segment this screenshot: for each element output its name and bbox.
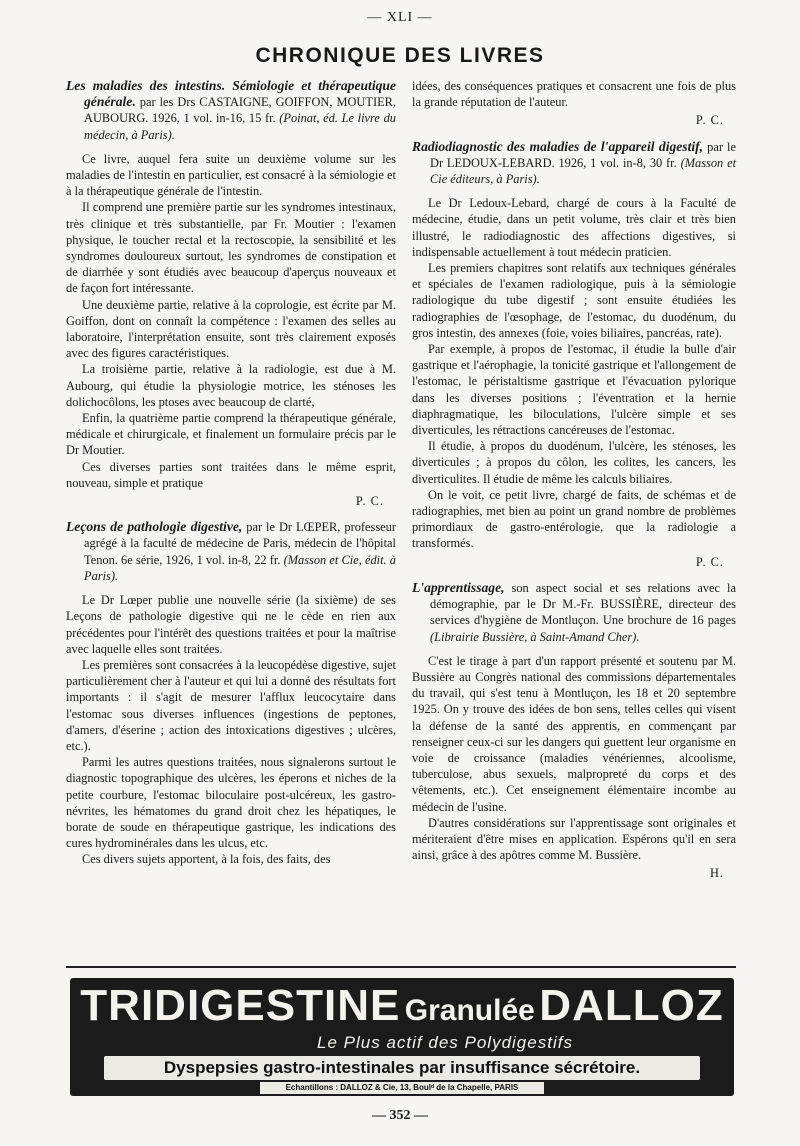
review-paragraph: Enfin, la quatrième partie comprend la thérapeutique générale, médicale et chirurgicale, et finalement un formulaire précis par le Dr Moutier.	[66, 411, 396, 458]
section-divider	[66, 966, 736, 968]
review-paragraph: La troisième partie, relative à la radiologie, est due à M. Aubourg, qui étudie la physiologie motrice, les sténoses les dolichocôlons, les ptoses avec beaucoup de clarté,	[66, 362, 396, 409]
review-continuation	[412, 78, 736, 129]
review-paragraph: Les premières sont consacrées à la leucopédèse digestive, sujet particulièrement cher à l'auteur et qui lui a donné des résultats fort importants : il s'agit de mesurer l'afflux leucocytaire dans l'estomac sous diverses influences (ingestions de peptones, d'amers, d'éserine ; action des intoxications digestives ; ulcères, etc.).	[66, 657, 396, 753]
ad-slogan: Le Plus actif des Polydigestifs	[317, 1033, 573, 1052]
section-title: CHRONIQUE DES LIVRES	[255, 44, 545, 67]
review-paragraph: Le Dr Lœper publie une nouvelle série (la sixième) de ses Leçons de pathologie digestive qui ne le cède en rien aux précédentes pour l'intérêt des questions traitées et pour la maîtrise avec laquelle elles sont traitées.	[66, 593, 396, 656]
left-column	[66, 78, 396, 878]
review-heading	[66, 519, 396, 584]
review-paragraph: Le Dr Ledoux-Lebard, chargé de cours à la Faculté de médecine, étudie, dans un petit volume, très clair et très bien illustré, le radiodiagnostic des affections digestives, si indispensable actuellement à tout médecin praticien.	[412, 196, 736, 259]
book-publisher: (Masson et Cie éditeurs, à Paris).	[430, 155, 737, 187]
review-paragraph: Une deuxième partie, relative à la coprologie, est écrite par M. Goiffon, dont on connaît la compétence : l'examen des selles au laboratoire, l'interprétation ensuite, sont très clairement exposés avec des figures caractéristiques.	[66, 297, 396, 361]
review-paragraph: Ce livre, auquel fera suite un deuxième volume sur les maladies de l'intestin en particulier, est consacré à la sémiologie et à la thérapeutique générale de l'intestin.	[66, 151, 396, 199]
review-paragraph: D'autres considérations sur l'apprentissage sont originales et mériteraient d'être mises en application. Espérons qu'il en sera ainsi, grâce à des apôtres comme M. Bussière.	[412, 815, 736, 863]
book-details: son aspect social et ses relations avec la démographie, par le Dr M.-Fr. BUSSIÈRE, directeur des services d'hygiène de Montluçon. Une brochure de 16 pages	[430, 580, 736, 628]
review-heading	[412, 139, 736, 188]
book-details: par le Dr LEDOUX-LEBARD. 1926, 1 vol. in-8, 30 fr.	[430, 139, 736, 170]
review-paragraph: On le voit, ce petit livre, chargé de faits, de schémas et de radiographies, met bien au point un grand nombre de problèmes primordiaux de gastro-entérologie, que la radiologie a transformés.	[412, 487, 736, 551]
review-heading	[412, 580, 736, 645]
advertisement-banner	[70, 978, 734, 1096]
review-signature: P. C.	[695, 113, 724, 128]
ad-tagline: Dyspepsies gastro-intestinales par insuffisance sécrétoire.	[104, 1056, 700, 1080]
review-heading	[66, 78, 396, 143]
review-pathologie-digestive	[66, 519, 396, 867]
book-details: par les Drs CASTAIGNE, GOIFFON, MOUTIER, AUBOURG. 1926, 1 vol. in-16, 15 fr.	[84, 95, 396, 126]
book-title: Radiodiagnostic des maladies de l'appareil digestif,	[412, 138, 704, 154]
book-publisher: (Librairie Bussière, à Saint-Amand Cher).	[430, 629, 640, 644]
folio: — XLI —	[367, 10, 433, 25]
page-number: — 352 —	[372, 1108, 428, 1123]
book-details: par le Dr LŒPER, professeur agrégé à la faculté de médecine de Paris, médecin de l'hôpital Tenon. 6e série, 1926, 1 vol. in-8, 22 fr.	[84, 520, 396, 567]
ad-brand-form: Granulée	[404, 994, 535, 1027]
book-title: Leçons de pathologie digestive,	[66, 519, 243, 535]
review-paragraph: Les premiers chapitres sont relatifs aux techniques générales et spéciales de l'examen radiologique, puis à la sémiologie radiologique du tube digestif ; sont ensuite étudiées les radiographies de l'œsophage, de l'estomac, du duodénum, du gros intestin, des annexes (foie, voies biliaires, pancréas, rate).	[412, 261, 736, 340]
book-title: Les maladies des intestins. Sémiologie et thérapeutique générale.	[66, 78, 396, 110]
review-paragraph: Par exemple, à propos de l'estomac, il étudie la bulle d'air gastrique et l'aérophagie, la tonicité gastrique et l'allongement de l'estomac, le péristaltisme gastrique et l'évacuation pylorique dans les diverses positions ; l'éventration et la hernie diaphragmatique, les biloculations, l'ulcère simple et ses diverticules, les rétractions cancéreuses de l'estomac.	[412, 342, 736, 438]
review-paragraph: C'est le tirage à part d'un rapport présenté et soutenu par M. Bussière au Congrès national des commissions départementales du travail, qui s'est tenu à Montluçon, les 18 et 20 septembre 1925. On y trouve des idées de bon sens, telles celles qui visent la défense de la santé des apprentis, en commençant par renseigner ceux-ci sur les dangers qui guettent leur organisme en voie de croissance (maladies vénériennes, alcoolisme, tuberculose, abus sexuels, malpropreté du corps et des vêtements, etc.). Cet enseignement élémentaire incombe au médecin de l'usine.	[412, 653, 736, 814]
book-publisher: (Poinat, éd. Le livre du médecin, à Paris).	[84, 111, 396, 142]
right-column	[412, 78, 736, 892]
review-paragraph: Ces divers sujets apportent, à la fois, des faits, des	[82, 852, 331, 867]
ad-brand-name: TRIDIGESTINE	[80, 981, 401, 1030]
review-paragraph: Parmi les autres questions traitées, nous signalerons surtout le diagnostic topographique des ulcères, les éperons et niches de la petite courbure, l'estomac biloculaire post-ulcéreux, les gastro-névrites, les hématomes du grand droit chez les hépatiques, le borate de soude en thérapeutique gastrique, les indications des cures hydrominérales dans les ulcus, etc.	[66, 755, 396, 851]
continuation-text: idées, des conséquences pratiques et consacrent une fois de plus la grande réputation de l'auteur.	[412, 79, 736, 110]
review-signature: P. C.	[355, 494, 384, 509]
ad-brand-maker: DALLOZ	[539, 981, 724, 1030]
review-apprentissage	[412, 580, 736, 882]
book-title: L'apprentissage,	[412, 579, 505, 595]
review-signature: P. C.	[695, 554, 724, 569]
review-paragraph: Ces diverses parties sont traitées dans le même esprit, nouveau, simple et pratique	[66, 459, 396, 490]
review-paragraph: Il comprend une première partie sur les syndromes intestinaux, très clinique et très substantielle, par Fr. Moutier : l'examen physique, le toucher rectal et la rectoscopie, la sensibilité et les syndromes douloureux surtout, les syndromes de constipation et de diarrhée y sont étudiés avec beaucoup d'aperçus nouveaux et de façon fort intéressante.	[66, 200, 396, 296]
review-radiodiagnostic	[412, 139, 736, 570]
book-publisher: (Masson et Cie, édit. à Paris).	[84, 552, 396, 583]
review-signature: H.	[709, 866, 724, 881]
review-paragraph: Il étudie, à propos du duodénum, l'ulcère, les sténoses, les diverticules ; à propos du côlon, les colites, les cancers, les diverticulites. Il étudie de même les calculs biliaires.	[412, 439, 736, 486]
review-intestins	[66, 78, 396, 509]
ad-address: Echantillons : DALLOZ & Cie, 13, Boulᵈ de la Chapelle, PARIS	[260, 1082, 544, 1094]
